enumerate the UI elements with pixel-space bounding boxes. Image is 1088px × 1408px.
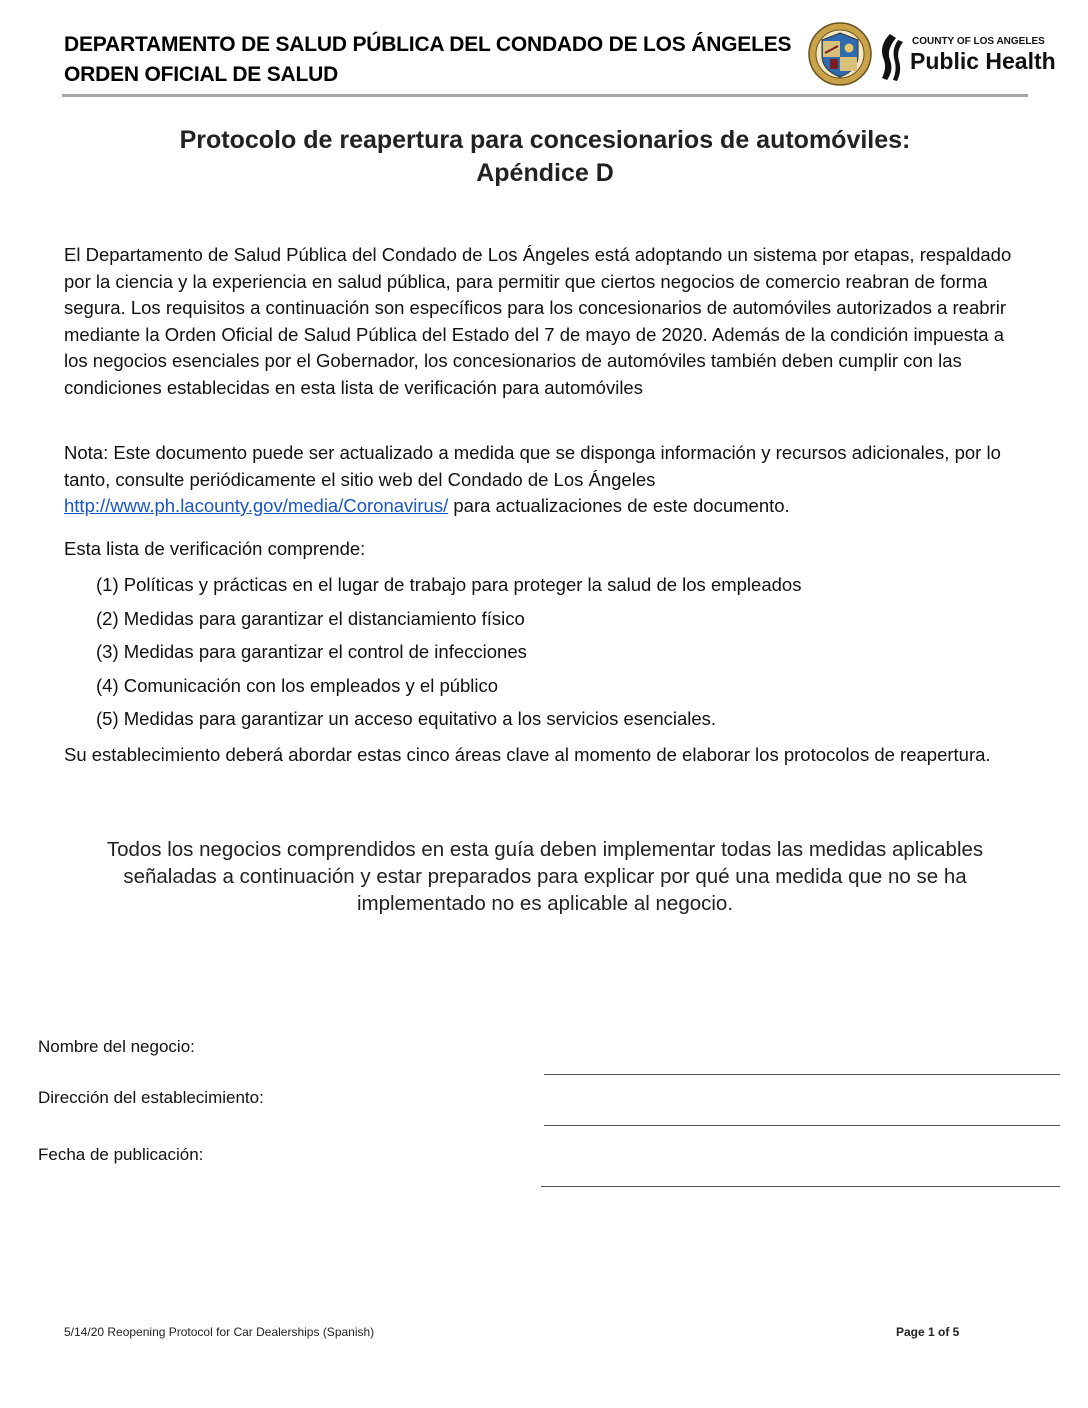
header-divider bbox=[62, 94, 1028, 97]
list-item: (5) Medidas para garantizar un acceso equitativo a los servicios esenciales. bbox=[96, 708, 717, 729]
requirement-notice: Todos los negocios comprendidos en esta guía deben implementar todas las medidas aplicables señaladas a continuación y estar preparados para explicar por qué una medida que no se ha implementado no es aplicable al negocio. bbox=[106, 838, 984, 915]
list-item: (3) Medidas para garantizar el control de infecciones bbox=[96, 641, 527, 662]
coronavirus-link[interactable]: http://www.ph.lacounty.gov/media/Coronavirus/ bbox=[64, 495, 449, 516]
closing-paragraph: Su establecimiento deberá abordar estas cinco áreas clave al momento de elaborar los protocolos de reapertura. bbox=[64, 744, 991, 765]
document-header bbox=[64, 30, 791, 90]
title-line-2: Apéndice D bbox=[476, 159, 614, 187]
list-item: (1) Políticas y prácticas en el lugar de trabajo para proteger la salud de los empleados bbox=[96, 574, 802, 595]
title-line-1: Protocolo de reapertura para concesionarios de automóviles: bbox=[179, 126, 911, 154]
logo-big-text: Public Health bbox=[910, 48, 1056, 74]
business-name-field[interactable] bbox=[544, 1074, 1060, 1075]
page-title bbox=[62, 124, 1028, 190]
footer-document-name: 5/14/20 Reopening Protocol for Car Dealerships (Spanish) bbox=[64, 1325, 375, 1339]
checklist bbox=[96, 572, 801, 740]
header-order: ORDEN OFICIAL DE SALUD bbox=[64, 63, 339, 86]
note-paragraph bbox=[64, 440, 1024, 520]
list-item: (2) Medidas para garantizar el distanciamiento físico bbox=[96, 607, 525, 629]
date-field[interactable] bbox=[541, 1186, 1060, 1187]
date-label: Fecha de publicación: bbox=[38, 1145, 204, 1164]
note-text: Nota: Este documento puede ser actualizado a medida que se disponga información y recursos adicionales, por lo tanto, consulte periódicamente el sitio web del Condado de Los Ángeles bbox=[64, 442, 1001, 490]
address-field[interactable] bbox=[544, 1125, 1060, 1126]
header-department: DEPARTAMENTO DE SALUD PÚBLICA DEL CONDADO DE LOS ÁNGELES bbox=[64, 33, 792, 56]
footer-page-number: Page 1 of 5 bbox=[896, 1325, 960, 1339]
list-item: (4) Comunicación con los empleados y el público bbox=[96, 674, 499, 696]
county-seal-icon bbox=[808, 22, 872, 86]
intro-paragraph: El Departamento de Salud Pública del Condado de Los Ángeles está adoptando un sistema por etapas, respaldado por la ciencia y la experiencia en salud pública, para permitir que ciertos negocios de comercio reabran de forma segura. Los requisitos a continuación son específicos para los concesionarios de automóviles autorizados a reabrir mediante la Orden Oficial de Salud Pública del Estado del 7 de mayo de 2020. Además de la condición impuesta a los negocios esenciales por el Gobernador, los concesionarios de automóviles también deben cumplir con las condiciones establecidas en esta lista de verificación para automóviles bbox=[64, 244, 1012, 398]
checklist-intro: Esta lista de verificación comprende: bbox=[64, 538, 366, 559]
business-name-label: Nombre del negocio: bbox=[38, 1037, 195, 1056]
address-label: Dirección del establecimiento: bbox=[38, 1088, 264, 1107]
public-health-logo bbox=[876, 28, 1056, 84]
note-text-end: para actualizaciones de este documento. bbox=[448, 495, 790, 516]
logo-small-text: COUNTY OF LOS ANGELES bbox=[912, 36, 1045, 47]
